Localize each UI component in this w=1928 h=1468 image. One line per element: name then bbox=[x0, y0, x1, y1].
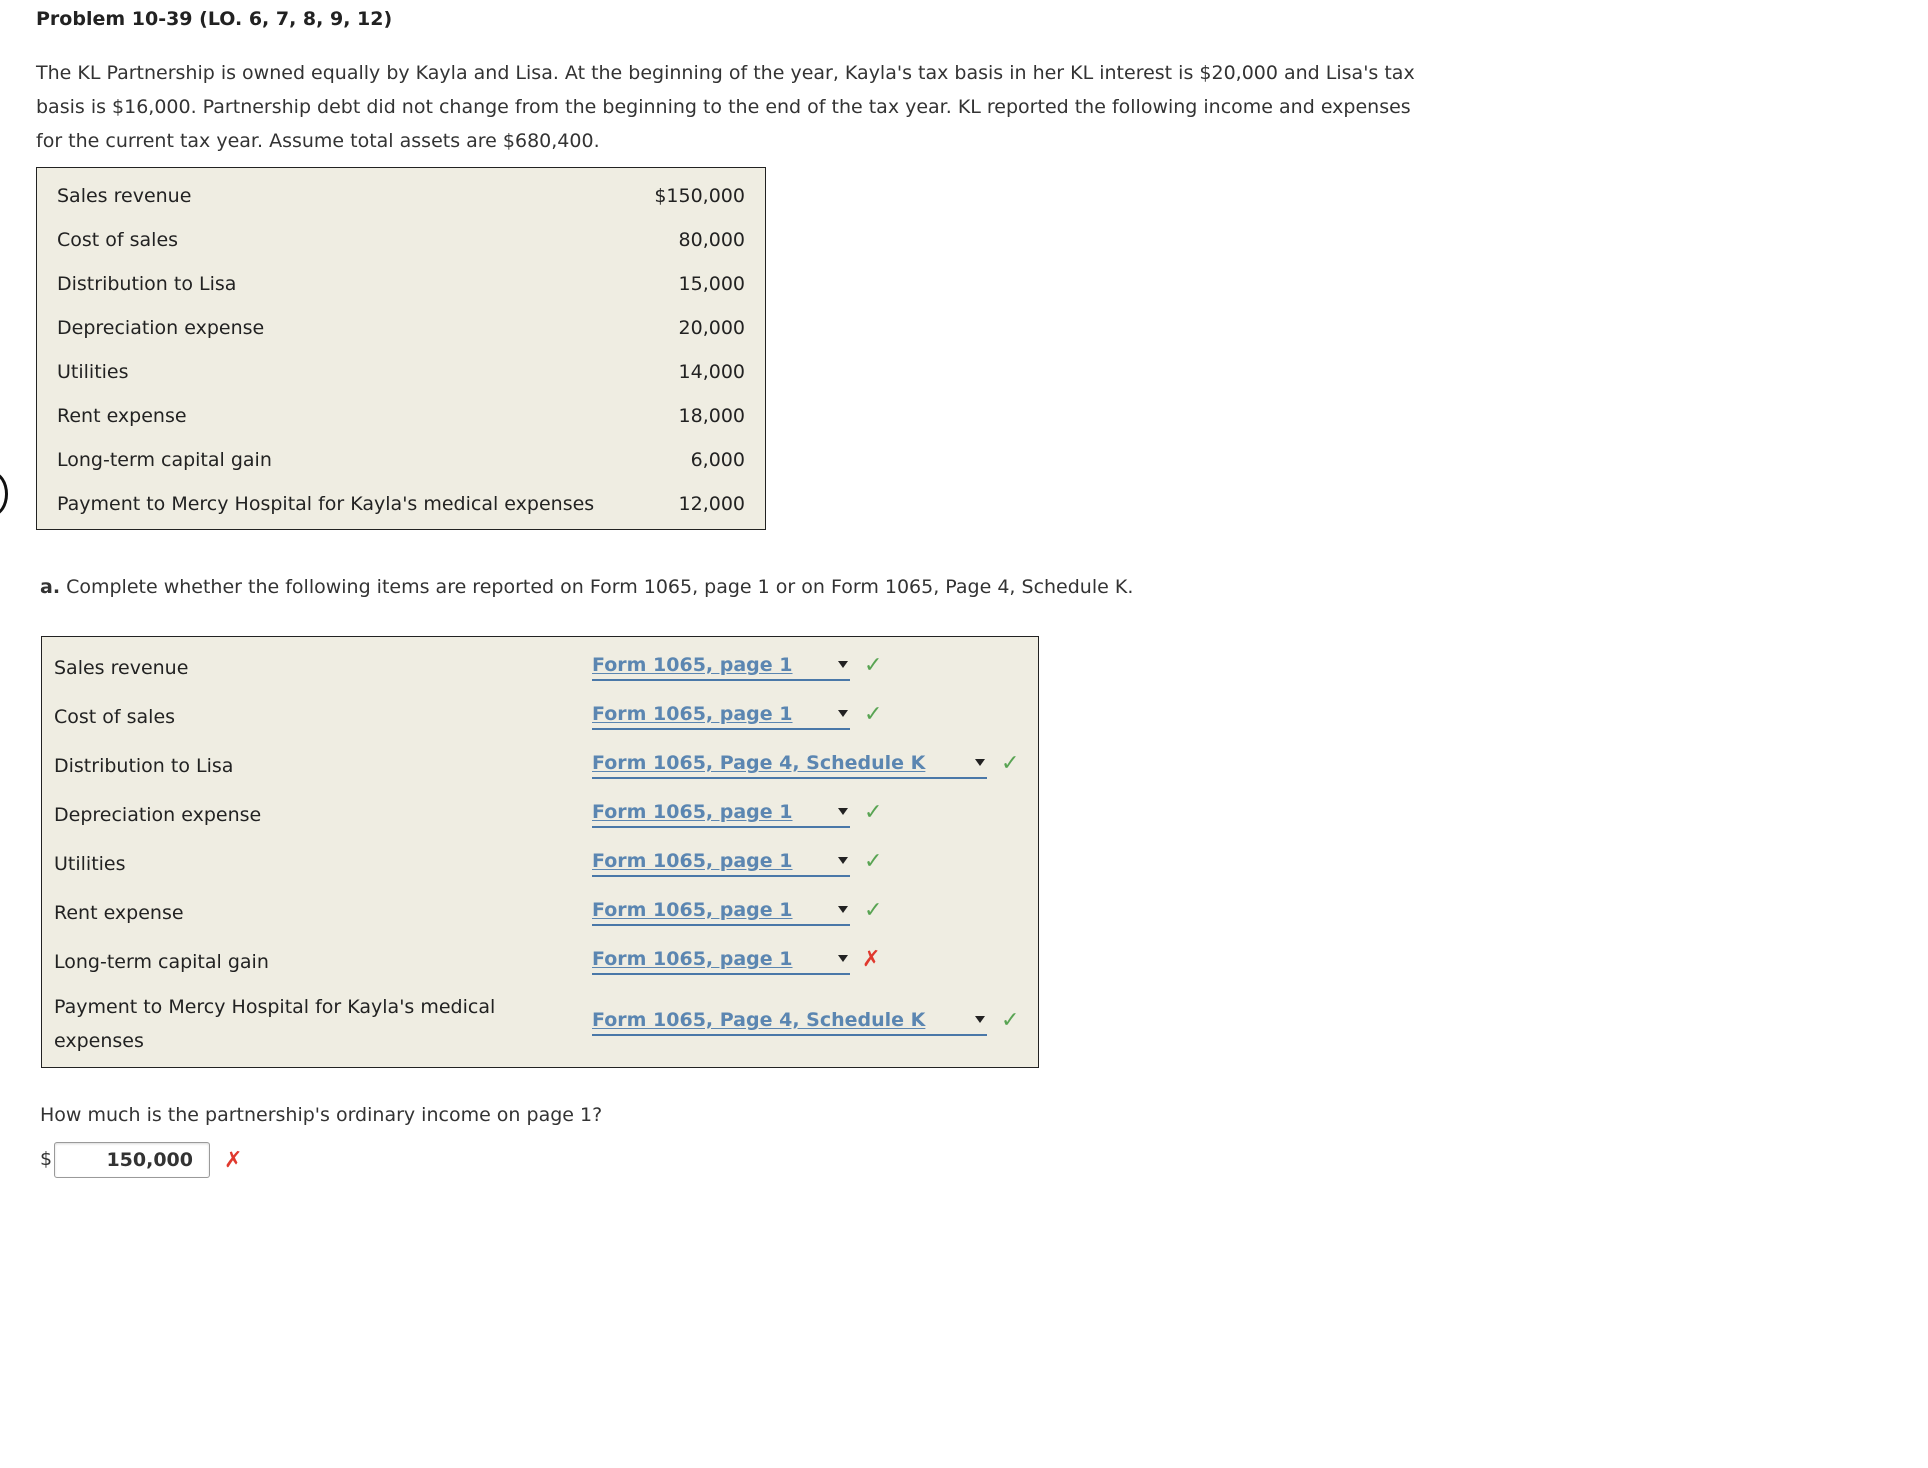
row-value: 80,000 bbox=[678, 229, 745, 251]
select-value: Form 1065, Page 4, Schedule K bbox=[592, 752, 926, 774]
part-a-question bbox=[40, 576, 1133, 598]
chevron-down-icon bbox=[975, 1016, 985, 1023]
row-label: Depreciation expense bbox=[57, 317, 265, 339]
answer-row-label: Sales revenue bbox=[54, 657, 189, 679]
row-label: Rent expense bbox=[57, 405, 187, 427]
answer-row-label: Distribution to Lisa bbox=[54, 755, 234, 777]
chevron-down-icon bbox=[838, 808, 848, 815]
chevron-down-icon bbox=[838, 857, 848, 864]
currency-symbol: $ bbox=[40, 1148, 53, 1170]
row-value: 6,000 bbox=[690, 449, 745, 471]
part-a-answer-panel bbox=[41, 636, 1039, 1068]
answer-row-label: Long-term capital gain bbox=[54, 951, 269, 973]
correct-check-icon: ✓ bbox=[1001, 751, 1020, 776]
answer-row-label: Payment to Mercy Hospital for Kayla's medical expenses bbox=[54, 996, 496, 1052]
problem-intro: The KL Partnership is owned equally by Kayla and Lisa. At the beginning of the year, Kayla's tax basis in her KL interest is $20,000 and Lisa's tax basis is $16,000. Partnership debt did not change from the beginning to the end of the tax year. KL reported the following income and expenses for the current tax year. Assume total assets are $680,400. bbox=[36, 62, 1415, 152]
table-row bbox=[37, 174, 765, 218]
chevron-down-icon bbox=[838, 661, 848, 668]
answer-row-label: Depreciation expense bbox=[54, 804, 262, 826]
table-row bbox=[37, 350, 765, 394]
form-location-select[interactable] bbox=[592, 898, 850, 926]
select-value: Form 1065, page 1 bbox=[592, 801, 793, 823]
select-value: Form 1065, page 1 bbox=[592, 703, 793, 725]
part-a-question-text: Complete whether the following items are reported on Form 1065, page 1 or on Form 1065, Page 4, Schedule K. bbox=[66, 576, 1134, 598]
income-expense-table bbox=[36, 167, 766, 530]
row-label: Payment to Mercy Hospital for Kayla's medical expenses bbox=[57, 493, 595, 515]
correct-check-icon: ✓ bbox=[1001, 1008, 1020, 1033]
answer-row-label: Rent expense bbox=[54, 902, 184, 924]
row-label: Cost of sales bbox=[57, 229, 179, 251]
select-value: Form 1065, Page 4, Schedule K bbox=[592, 1009, 926, 1031]
part-a-letter: a. bbox=[40, 576, 61, 598]
form-location-select[interactable] bbox=[592, 947, 850, 975]
row-value: 14,000 bbox=[678, 361, 745, 383]
table-row bbox=[37, 218, 765, 262]
answer-row-label: Cost of sales bbox=[54, 706, 176, 728]
ordinary-income-input[interactable] bbox=[54, 1142, 210, 1178]
select-value: Form 1065, page 1 bbox=[592, 850, 793, 872]
correct-check-icon: ✓ bbox=[864, 702, 883, 727]
row-value: $150,000 bbox=[654, 185, 745, 207]
form-location-select[interactable] bbox=[592, 653, 850, 681]
answer-row-label: Utilities bbox=[54, 853, 126, 875]
row-label: Utilities bbox=[57, 361, 129, 383]
table-row bbox=[37, 438, 765, 482]
form-location-select[interactable] bbox=[592, 751, 987, 779]
correct-check-icon: ✓ bbox=[864, 800, 883, 825]
incorrect-x-icon: ✗ bbox=[224, 1148, 243, 1173]
row-value: 20,000 bbox=[678, 317, 745, 339]
select-value: Form 1065, page 1 bbox=[592, 654, 793, 676]
chevron-down-icon bbox=[838, 906, 848, 913]
row-label: Long-term capital gain bbox=[57, 449, 272, 471]
correct-check-icon: ✓ bbox=[864, 898, 883, 923]
chevron-down-icon bbox=[838, 710, 848, 717]
table-row bbox=[37, 306, 765, 350]
correct-check-icon: ✓ bbox=[864, 653, 883, 678]
select-value: Form 1065, page 1 bbox=[592, 948, 793, 970]
row-label: Distribution to Lisa bbox=[57, 273, 237, 295]
table-row bbox=[37, 394, 765, 438]
row-value: 18,000 bbox=[678, 405, 745, 427]
form-location-select[interactable] bbox=[592, 702, 850, 730]
problem-title: Problem 10-39 (LO. 6, 7, 8, 9, 12) bbox=[36, 8, 393, 30]
incorrect-x-icon: ✗ bbox=[862, 947, 881, 972]
correct-check-icon: ✓ bbox=[864, 849, 883, 874]
chevron-down-icon bbox=[838, 955, 848, 962]
row-label: Sales revenue bbox=[57, 185, 192, 207]
ordinary-income-question: How much is the partnership's ordinary income on page 1? bbox=[40, 1104, 603, 1126]
table-row bbox=[37, 262, 765, 306]
row-value: 15,000 bbox=[678, 273, 745, 295]
form-location-select[interactable] bbox=[592, 800, 850, 828]
form-location-select[interactable] bbox=[592, 849, 850, 877]
table-row bbox=[37, 482, 765, 526]
form-location-select[interactable] bbox=[592, 1008, 987, 1036]
select-value: Form 1065, page 1 bbox=[592, 899, 793, 921]
row-value: 12,000 bbox=[678, 493, 745, 515]
chevron-down-icon bbox=[975, 759, 985, 766]
